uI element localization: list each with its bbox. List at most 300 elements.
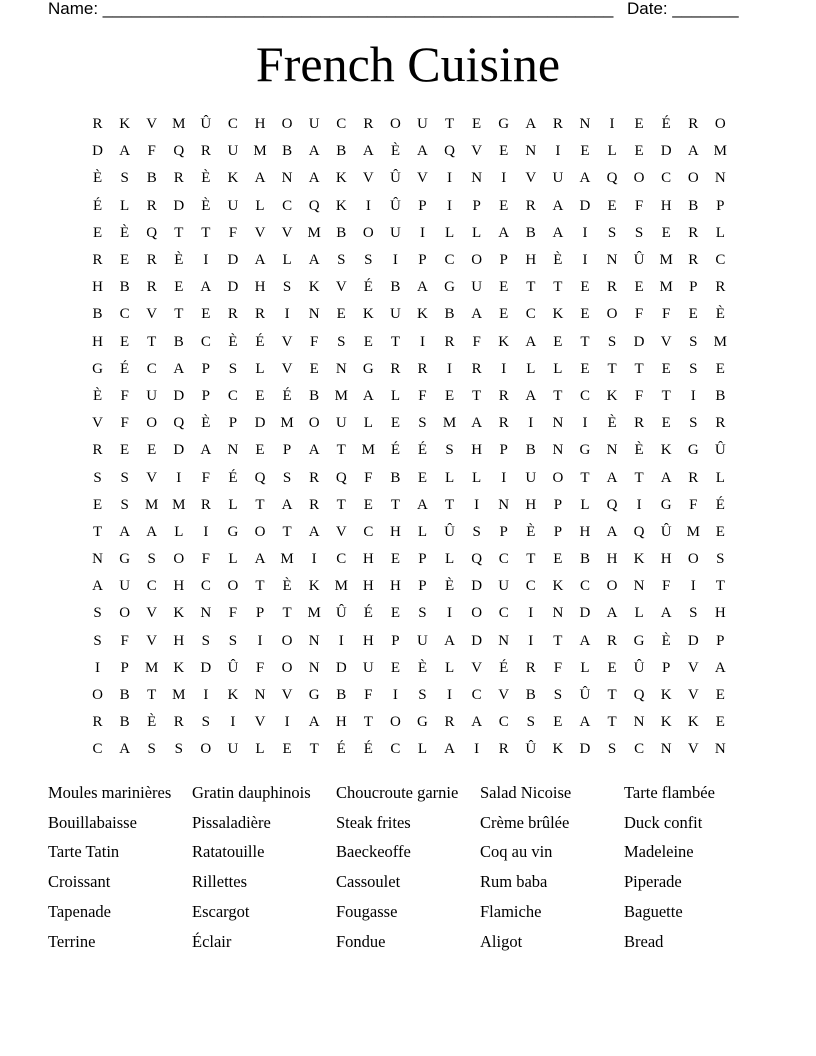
grid-letter[interactable]: E	[553, 714, 563, 731]
grid-letter[interactable]: R	[417, 360, 428, 377]
grid-letter[interactable]: R	[607, 632, 618, 649]
grid-letter[interactable]: A	[417, 279, 428, 296]
grid-letter[interactable]: F	[255, 659, 265, 676]
grid-letter[interactable]: V	[417, 170, 428, 187]
grid-letter[interactable]: K	[173, 659, 185, 676]
grid-letter[interactable]: K	[606, 387, 618, 404]
grid-letter[interactable]: A	[417, 496, 428, 513]
grid-letter[interactable]: L	[255, 741, 265, 758]
grid-letter[interactable]: F	[634, 387, 644, 404]
grid-letter[interactable]: A	[200, 279, 212, 296]
grid-letter[interactable]: K	[119, 116, 131, 133]
grid-letter[interactable]: V	[281, 687, 293, 704]
grid-letter[interactable]: O	[389, 116, 401, 133]
grid-letter[interactable]: E	[634, 116, 644, 133]
grid-letter[interactable]: T	[607, 360, 617, 377]
grid-letter[interactable]: A	[254, 252, 266, 269]
grid-letter[interactable]: T	[309, 741, 319, 758]
grid-letter[interactable]: P	[391, 632, 400, 649]
grid-letter[interactable]: E	[580, 279, 590, 296]
grid-letter[interactable]: É	[661, 116, 671, 133]
grid-letter[interactable]: K	[335, 170, 347, 187]
grid-letter[interactable]: T	[282, 605, 292, 622]
grid-letter[interactable]: L	[444, 551, 455, 568]
grid-letter[interactable]: I	[230, 714, 236, 731]
grid-letter[interactable]: R	[92, 252, 103, 269]
grid-letter[interactable]: L	[390, 387, 400, 404]
grid-letter[interactable]: E	[120, 252, 130, 269]
grid-letter[interactable]: E	[607, 197, 617, 214]
grid-letter[interactable]: C	[146, 578, 157, 595]
grid-letter[interactable]: N	[254, 687, 266, 704]
grid-letter[interactable]: E	[120, 333, 130, 350]
grid-letter[interactable]: M	[713, 143, 727, 160]
grid-letter[interactable]: V	[335, 523, 347, 540]
grid-letter[interactable]: Q	[606, 496, 618, 513]
grid-letter[interactable]: B	[336, 224, 347, 241]
grid-letter[interactable]: R	[146, 252, 157, 269]
grid-letter[interactable]: N	[606, 442, 618, 459]
grid-letter[interactable]: E	[472, 116, 482, 133]
grid-letter[interactable]: A	[308, 523, 320, 540]
grid-letter[interactable]: V	[254, 224, 266, 241]
grid-letter[interactable]: E	[309, 360, 319, 377]
grid-letter[interactable]: Û	[389, 170, 401, 187]
grid-letter[interactable]: M	[145, 496, 159, 513]
grid-letter[interactable]: A	[579, 632, 591, 649]
grid-letter[interactable]: G	[498, 116, 510, 133]
grid-letter[interactable]: L	[444, 659, 455, 676]
grid-letter[interactable]: H	[660, 551, 672, 568]
grid-letter[interactable]: K	[687, 714, 699, 731]
grid-letter[interactable]: E	[174, 279, 184, 296]
grid-letter[interactable]: U	[389, 306, 401, 323]
grid-letter[interactable]: A	[444, 741, 455, 758]
grid-letter[interactable]: S	[337, 252, 346, 269]
grid-letter[interactable]: Q	[633, 523, 645, 540]
grid-letter[interactable]: E	[255, 387, 265, 404]
grid-letter[interactable]: N	[633, 714, 645, 731]
grid-letter[interactable]: Q	[444, 143, 455, 160]
grid-letter[interactable]: S	[120, 170, 129, 187]
grid-letter[interactable]: M	[145, 659, 159, 676]
grid-letter[interactable]: F	[662, 306, 671, 323]
grid-letter[interactable]: I	[555, 143, 561, 160]
grid-letter[interactable]: C	[336, 551, 347, 568]
grid-letter[interactable]: B	[390, 469, 401, 486]
grid-letter[interactable]: È	[147, 714, 157, 731]
grid-letter[interactable]: P	[201, 387, 211, 404]
grid-letter[interactable]: T	[526, 279, 536, 296]
grid-letter[interactable]: È	[390, 143, 400, 160]
grid-letter[interactable]: V	[146, 469, 158, 486]
grid-letter[interactable]: Q	[471, 551, 483, 568]
grid-letter[interactable]: U	[227, 197, 239, 214]
grid-letter[interactable]: É	[417, 442, 428, 459]
grid-letter[interactable]: É	[92, 197, 103, 214]
grid-letter[interactable]: Q	[308, 197, 320, 214]
grid-letter[interactable]: P	[201, 360, 211, 377]
grid-letter[interactable]: P	[418, 578, 427, 595]
grid-letter[interactable]: C	[498, 714, 509, 731]
grid-letter[interactable]: O	[687, 551, 699, 568]
grid-letter[interactable]: A	[471, 714, 483, 731]
grid-letter[interactable]: I	[447, 197, 453, 214]
grid-letter[interactable]: T	[715, 578, 725, 595]
grid-letter[interactable]: K	[362, 306, 374, 323]
grid-letter[interactable]: T	[282, 523, 292, 540]
grid-letter[interactable]: I	[392, 252, 398, 269]
grid-letter[interactable]: U	[498, 578, 510, 595]
grid-letter[interactable]: R	[444, 714, 455, 731]
grid-letter[interactable]: H	[525, 496, 537, 513]
grid-letter[interactable]: D	[579, 605, 591, 622]
grid-letter[interactable]: S	[120, 496, 129, 513]
grid-letter[interactable]: A	[552, 224, 564, 241]
grid-letter[interactable]: S	[418, 687, 427, 704]
grid-letter[interactable]: T	[607, 687, 617, 704]
grid-letter[interactable]: E	[120, 442, 130, 459]
grid-letter[interactable]: M	[361, 442, 375, 459]
grid-letter[interactable]: E	[580, 360, 590, 377]
grid-letter[interactable]: R	[688, 224, 699, 241]
grid-letter[interactable]: L	[580, 659, 590, 676]
grid-letter[interactable]: H	[389, 578, 401, 595]
grid-letter[interactable]: O	[173, 551, 185, 568]
grid-letter[interactable]: R	[173, 714, 184, 731]
grid-letter[interactable]: E	[336, 306, 346, 323]
grid-letter[interactable]: O	[687, 170, 699, 187]
grid-letter[interactable]: R	[309, 469, 320, 486]
grid-letter[interactable]: N	[92, 551, 103, 568]
grid-letter[interactable]: C	[363, 523, 374, 540]
grid-letter[interactable]: P	[553, 523, 563, 540]
grid-letter[interactable]: T	[553, 279, 563, 296]
grid-letter[interactable]: F	[120, 632, 129, 649]
grid-letter[interactable]: L	[634, 605, 644, 622]
grid-letter[interactable]: É	[499, 659, 509, 676]
grid-letter[interactable]: È	[174, 252, 184, 269]
grid-letter[interactable]: I	[501, 170, 507, 187]
grid-letter[interactable]: D	[471, 578, 483, 595]
grid-letter[interactable]: F	[689, 496, 698, 513]
grid-letter[interactable]: C	[661, 170, 672, 187]
grid-letter[interactable]: H	[173, 632, 185, 649]
grid-letter[interactable]: Û	[633, 659, 645, 676]
grid-letter[interactable]: T	[607, 714, 617, 731]
grid-letter[interactable]: K	[552, 578, 564, 595]
grid-letter[interactable]: É	[715, 496, 725, 513]
grid-letter[interactable]: R	[525, 659, 536, 676]
grid-letter[interactable]: U	[417, 632, 428, 649]
grid-letter[interactable]: R	[607, 279, 618, 296]
grid-letter[interactable]: É	[336, 741, 346, 758]
grid-letter[interactable]: U	[417, 116, 428, 133]
grid-letter[interactable]: N	[308, 306, 320, 323]
grid-letter[interactable]: D	[227, 252, 239, 269]
grid-letter[interactable]: B	[146, 170, 157, 187]
grid-letter[interactable]: Q	[606, 170, 618, 187]
grid-letter[interactable]: C	[525, 578, 536, 595]
grid-letter[interactable]: L	[444, 469, 455, 486]
grid-letter[interactable]: G	[633, 632, 645, 649]
grid-letter[interactable]: M	[172, 496, 186, 513]
grid-letter[interactable]: A	[119, 143, 131, 160]
grid-letter[interactable]: E	[553, 333, 563, 350]
grid-letter[interactable]: D	[471, 632, 483, 649]
grid-letter[interactable]: A	[579, 714, 591, 731]
grid-letter[interactable]: B	[579, 551, 590, 568]
grid-letter[interactable]: A	[254, 551, 266, 568]
grid-letter[interactable]: E	[661, 224, 671, 241]
grid-letter[interactable]: É	[120, 360, 130, 377]
grid-letter[interactable]: T	[363, 714, 373, 731]
grid-letter[interactable]: S	[337, 333, 346, 350]
grid-letter[interactable]: L	[282, 252, 292, 269]
grid-letter[interactable]: E	[390, 415, 400, 432]
grid-letter[interactable]: E	[363, 496, 373, 513]
grid-letter[interactable]: B	[119, 714, 130, 731]
grid-letter[interactable]: U	[389, 224, 401, 241]
grid-letter[interactable]: T	[553, 632, 563, 649]
grid-letter[interactable]: T	[634, 469, 644, 486]
grid-letter[interactable]: N	[498, 496, 510, 513]
grid-letter[interactable]: D	[227, 279, 239, 296]
grid-letter[interactable]: F	[120, 415, 129, 432]
grid-letter[interactable]: H	[471, 442, 483, 459]
grid-letter[interactable]: I	[474, 496, 480, 513]
grid-letter[interactable]: I	[474, 741, 480, 758]
grid-letter[interactable]: V	[281, 224, 293, 241]
grid-letter[interactable]: S	[93, 632, 102, 649]
grid-letter[interactable]: V	[281, 333, 293, 350]
grid-letter[interactable]: O	[281, 632, 293, 649]
grid-letter[interactable]: G	[417, 714, 428, 731]
grid-letter[interactable]: È	[201, 197, 211, 214]
grid-letter[interactable]: N	[633, 578, 645, 595]
grid-letter[interactable]: K	[173, 605, 185, 622]
grid-letter[interactable]: S	[228, 360, 238, 377]
grid-letter[interactable]: O	[281, 659, 293, 676]
grid-letter[interactable]: T	[255, 496, 265, 513]
grid-letter[interactable]: É	[363, 741, 373, 758]
grid-letter[interactable]: V	[362, 170, 374, 187]
grid-letter[interactable]: S	[689, 605, 698, 622]
grid-letter[interactable]: E	[92, 496, 103, 513]
grid-letter[interactable]: P	[499, 442, 508, 459]
grid-letter[interactable]: M	[659, 279, 673, 296]
grid-letter[interactable]: V	[471, 659, 483, 676]
grid-letter[interactable]: D	[173, 387, 185, 404]
grid-letter[interactable]: R	[688, 469, 699, 486]
grid-letter[interactable]: D	[173, 442, 185, 459]
grid-letter[interactable]: R	[227, 306, 238, 323]
grid-letter[interactable]: T	[336, 496, 346, 513]
grid-letter[interactable]: R	[715, 415, 726, 432]
grid-letter[interactable]: I	[284, 306, 290, 323]
grid-letter[interactable]: G	[362, 360, 374, 377]
grid-letter[interactable]: F	[201, 469, 211, 486]
grid-letter[interactable]: C	[92, 741, 103, 758]
grid-letter[interactable]: R	[92, 442, 103, 459]
grid-letter[interactable]: É	[363, 605, 373, 622]
grid-letter[interactable]: É	[255, 333, 265, 350]
grid-letter[interactable]: N	[552, 442, 564, 459]
grid-letter[interactable]: O	[714, 116, 726, 133]
grid-letter[interactable]: O	[308, 415, 320, 432]
grid-letter[interactable]: T	[147, 333, 157, 350]
grid-letter[interactable]: C	[227, 116, 238, 133]
grid-letter[interactable]: T	[634, 360, 644, 377]
grid-letter[interactable]: I	[203, 523, 209, 540]
grid-letter[interactable]: N	[308, 632, 320, 649]
grid-letter[interactable]: F	[364, 687, 373, 704]
grid-letter[interactable]: G	[119, 551, 131, 568]
grid-letter[interactable]: G	[687, 442, 699, 459]
grid-letter[interactable]: G	[92, 360, 103, 377]
grid-letter[interactable]: B	[715, 387, 726, 404]
grid-letter[interactable]: V	[146, 116, 158, 133]
grid-letter[interactable]: E	[255, 442, 265, 459]
grid-letter[interactable]: A	[200, 442, 212, 459]
grid-letter[interactable]: É	[228, 469, 238, 486]
grid-letter[interactable]: F	[418, 387, 427, 404]
grid-letter[interactable]: S	[93, 605, 102, 622]
grid-letter[interactable]: U	[227, 741, 239, 758]
grid-letter[interactable]: E	[661, 415, 671, 432]
grid-letter[interactable]: N	[552, 605, 564, 622]
grid-letter[interactable]: Û	[200, 116, 212, 133]
grid-letter[interactable]: L	[228, 496, 238, 513]
grid-letter[interactable]: È	[417, 659, 428, 676]
grid-letter[interactable]: V	[687, 687, 699, 704]
grid-letter[interactable]: K	[417, 306, 428, 323]
grid-letter[interactable]: N	[714, 170, 726, 187]
grid-letter[interactable]: B	[309, 387, 320, 404]
grid-letter[interactable]: T	[444, 116, 455, 133]
grid-letter[interactable]: O	[362, 224, 374, 241]
grid-letter[interactable]: F	[120, 387, 129, 404]
grid-letter[interactable]: N	[606, 252, 618, 269]
grid-letter[interactable]: A	[146, 523, 158, 540]
grid-letter[interactable]: L	[444, 224, 455, 241]
grid-letter[interactable]: S	[418, 415, 427, 432]
grid-letter[interactable]: E	[499, 306, 509, 323]
grid-letter[interactable]: U	[471, 279, 483, 296]
grid-letter[interactable]: Û	[579, 687, 591, 704]
grid-letter[interactable]: K	[227, 687, 239, 704]
grid-letter[interactable]: S	[553, 687, 563, 704]
grid-letter[interactable]: I	[338, 632, 344, 649]
grid-letter[interactable]: M	[713, 333, 727, 350]
grid-letter[interactable]: Q	[173, 415, 185, 432]
grid-letter[interactable]: L	[553, 360, 563, 377]
grid-letter[interactable]: R	[715, 279, 726, 296]
grid-letter[interactable]: A	[660, 469, 672, 486]
grid-letter[interactable]: M	[442, 415, 457, 432]
grid-letter[interactable]: B	[119, 279, 130, 296]
grid-letter[interactable]: T	[661, 387, 671, 404]
grid-letter[interactable]: È	[607, 415, 617, 432]
grid-letter[interactable]: G	[660, 496, 672, 513]
grid-letter[interactable]: È	[661, 632, 671, 649]
grid-letter[interactable]: V	[660, 333, 672, 350]
grid-letter[interactable]: R	[363, 116, 374, 133]
grid-letter[interactable]: I	[419, 333, 425, 350]
grid-letter[interactable]: C	[715, 252, 726, 269]
grid-letter[interactable]: S	[634, 224, 644, 241]
grid-letter[interactable]: G	[444, 279, 455, 296]
grid-letter[interactable]: P	[553, 496, 563, 513]
grid-letter[interactable]: Q	[254, 469, 266, 486]
grid-letter[interactable]: L	[715, 224, 725, 241]
grid-letter[interactable]: B	[525, 224, 536, 241]
grid-letter[interactable]: L	[363, 415, 373, 432]
grid-letter[interactable]: M	[334, 387, 348, 404]
grid-letter[interactable]: D	[579, 741, 591, 758]
grid-letter[interactable]: G	[579, 442, 591, 459]
grid-letter[interactable]: V	[254, 714, 266, 731]
grid-letter[interactable]: E	[390, 605, 400, 622]
grid-letter[interactable]: L	[174, 523, 184, 540]
grid-letter[interactable]: V	[92, 415, 103, 432]
grid-letter[interactable]: S	[472, 523, 481, 540]
grid-letter[interactable]: B	[119, 687, 130, 704]
grid-letter[interactable]: A	[444, 632, 455, 649]
grid-letter[interactable]: S	[607, 333, 617, 350]
grid-letter[interactable]: V	[146, 605, 158, 622]
grid-letter[interactable]: A	[173, 360, 185, 377]
grid-letter[interactable]: H	[525, 252, 537, 269]
grid-letter[interactable]: O	[471, 605, 483, 622]
grid-letter[interactable]: B	[92, 306, 103, 323]
grid-letter[interactable]: B	[173, 333, 184, 350]
grid-letter[interactable]: Q	[633, 687, 645, 704]
grid-letter[interactable]: S	[282, 279, 292, 296]
grid-letter[interactable]: H	[579, 523, 591, 540]
grid-letter[interactable]: R	[92, 116, 103, 133]
grid-letter[interactable]: È	[92, 387, 103, 404]
grid-letter[interactable]: N	[498, 632, 510, 649]
grid-letter[interactable]: R	[444, 333, 455, 350]
grid-letter[interactable]: I	[203, 687, 209, 704]
grid-letter[interactable]: É	[390, 442, 400, 459]
grid-letter[interactable]: K	[227, 170, 239, 187]
grid-letter[interactable]: È	[282, 578, 292, 595]
grid-letter[interactable]: B	[336, 143, 347, 160]
grid-letter[interactable]: U	[335, 415, 347, 432]
grid-letter[interactable]: I	[609, 116, 615, 133]
grid-letter[interactable]: B	[336, 687, 347, 704]
grid-letter[interactable]: C	[525, 306, 536, 323]
grid-letter[interactable]: C	[200, 333, 211, 350]
grid-letter[interactable]: H	[606, 551, 618, 568]
grid-letter[interactable]: S	[689, 333, 698, 350]
grid-letter[interactable]: B	[688, 197, 699, 214]
grid-letter[interactable]: N	[200, 605, 212, 622]
grid-letter[interactable]: È	[444, 578, 455, 595]
grid-letter[interactable]: F	[472, 333, 481, 350]
grid-letter[interactable]: E	[715, 687, 725, 704]
grid-letter[interactable]: È	[228, 333, 238, 350]
grid-letter[interactable]: L	[255, 360, 265, 377]
grid-letter[interactable]: O	[389, 714, 401, 731]
grid-letter[interactable]: T	[580, 333, 590, 350]
grid-letter[interactable]: D	[660, 143, 672, 160]
grid-letter[interactable]: U	[525, 469, 537, 486]
grid-letter[interactable]: N	[714, 741, 726, 758]
grid-letter[interactable]: R	[525, 197, 536, 214]
